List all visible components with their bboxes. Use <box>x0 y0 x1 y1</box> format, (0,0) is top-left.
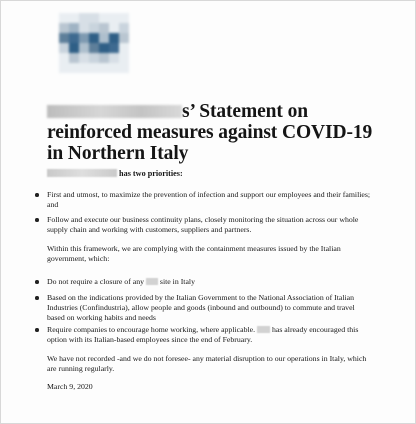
logo-pixel <box>119 13 129 23</box>
measure-1-before: Do not require a closure of any <box>47 277 144 286</box>
measure-1 <box>47 277 371 287</box>
logo-pixel <box>99 23 109 33</box>
logo-pixel <box>89 53 99 63</box>
priority-1: First and utmost, to maximize the prevention of infection and support our employees and their families; and <box>47 190 371 209</box>
statement-date: March 9, 2020 <box>47 382 93 391</box>
logo-pixel <box>99 13 109 23</box>
logo-pixel <box>59 53 69 63</box>
logo-pixel <box>79 63 89 73</box>
logo-pixel <box>89 13 99 23</box>
logo-pixel <box>99 63 109 73</box>
measure-2: Based on the indications provided by the Italian Government to the National Association of Italian Industries (Confindustria), allow people and goods (inbound and outbound) to commute and travel based on working habits and needs <box>47 293 355 322</box>
logo-pixel <box>109 43 119 53</box>
logo-pixel <box>89 23 99 33</box>
redacted-company-inline <box>146 278 158 285</box>
logo-pixel <box>59 13 69 23</box>
logo-pixel <box>89 43 99 53</box>
bullet-icon <box>35 193 39 197</box>
list-item <box>35 293 371 323</box>
logo-pixel <box>79 33 89 43</box>
list-item <box>35 325 371 345</box>
measure-3 <box>47 325 371 345</box>
priority-2: Follow and execute our business continuity plans, closely monitoring the situation across our whole supply chain and working with customers, suppliers and partners. <box>47 215 359 234</box>
bullet-icon <box>35 218 39 222</box>
logo-pixel <box>79 23 89 33</box>
logo-pixel <box>69 53 79 63</box>
logo-pixel <box>69 43 79 53</box>
measure-3-after: has already encouraged this option with its Italian-based employees since the end of February. <box>47 325 359 344</box>
list-item <box>35 277 371 287</box>
list-item <box>35 190 371 210</box>
logo-pixel <box>79 53 89 63</box>
logo-pixel <box>109 23 119 33</box>
logo-pixel <box>109 33 119 43</box>
logo-pixel <box>109 13 119 23</box>
measure-1-after: site in Italy <box>159 277 195 286</box>
title-text: ’ Statement on reinforced measures against COVID-19 in Northern Italy <box>47 101 373 164</box>
logo-pixel <box>119 53 129 63</box>
logo-pixel <box>89 63 99 73</box>
logo-pixel <box>59 63 69 73</box>
title-prefix: s <box>182 101 190 122</box>
lead-text: has two priorities: <box>119 169 183 178</box>
redacted-company-name <box>47 105 182 118</box>
logo-pixel <box>79 43 89 53</box>
statement-title <box>47 101 387 164</box>
bullet-icon <box>35 280 39 284</box>
bullet-icon <box>35 296 39 300</box>
redacted-company-inline <box>257 326 270 333</box>
logo-pixel <box>69 23 79 33</box>
priorities-lead <box>47 169 183 179</box>
logo-pixel <box>99 53 109 63</box>
logo-pixel <box>99 33 109 43</box>
logo-pixel <box>69 33 79 43</box>
redacted-company-name-lead <box>47 169 117 177</box>
logo-pixel <box>89 33 99 43</box>
logo-pixel <box>69 13 79 23</box>
list-item <box>35 215 371 235</box>
closing-paragraph: We have not recorded -and we do not foresee- any material disruption to our operations in Italy, which are running regularly. <box>47 354 367 373</box>
logo-pixel <box>59 33 69 43</box>
logo-pixel <box>69 63 79 73</box>
framework-paragraph: Within this framework, we are complying with the containment measures issued by the Italian government, which: <box>47 244 341 263</box>
logo-pixel <box>109 63 119 73</box>
company-logo <box>59 13 129 73</box>
logo-pixel <box>109 53 119 63</box>
logo-pixel <box>99 43 109 53</box>
logo-pixel <box>119 63 129 73</box>
logo-pixel <box>119 23 129 33</box>
measure-3-before: Require companies to encourage home working, where applicable. <box>47 325 256 334</box>
logo-pixel <box>59 23 69 33</box>
logo-pixel <box>119 43 129 53</box>
logo-pixel <box>59 43 69 53</box>
logo-pixel <box>119 33 129 43</box>
bullet-icon <box>35 328 39 332</box>
logo-pixel <box>79 13 89 23</box>
